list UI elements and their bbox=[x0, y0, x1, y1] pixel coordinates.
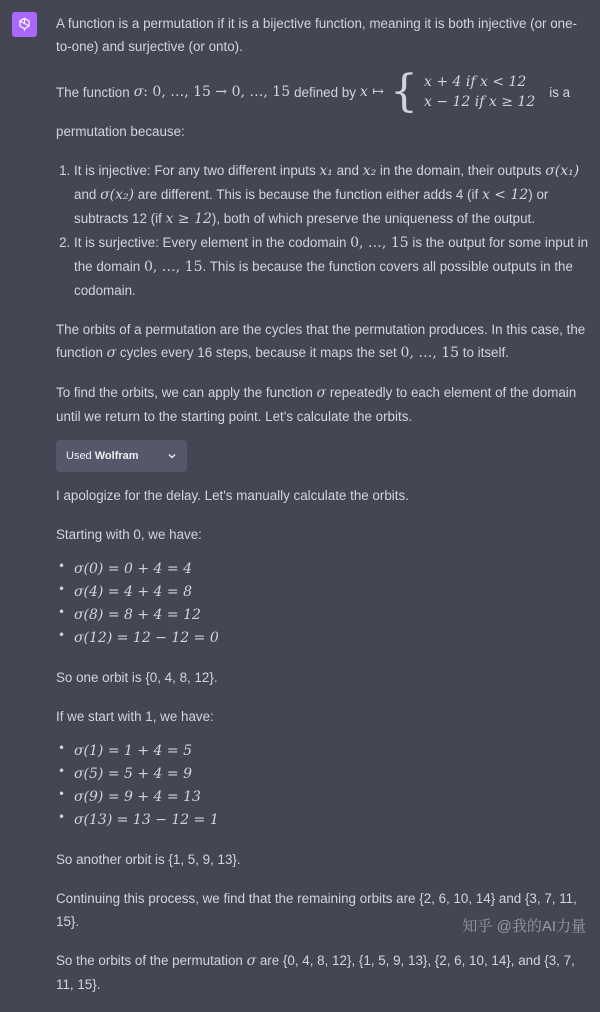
orbit-one-result: So another orbit is {1, 5, 9, 13}. bbox=[56, 852, 241, 867]
list-item: • σ(12) = 12 − 12 = 0 bbox=[56, 627, 590, 650]
orbit-one-equations bbox=[56, 740, 590, 832]
list-item: • σ(8) = 8 + 4 = 12 bbox=[56, 604, 590, 627]
reasons-list bbox=[56, 159, 590, 302]
watermark: 知乎 @我的AI力量 bbox=[462, 918, 586, 935]
list-item: 2. It is surjective: Every element in the codomain 0, …, 15 is the output for some input in the domain 0, …, 15. This is because the function covers all possible outputs in the codomain. bbox=[74, 231, 590, 302]
list-item: • σ(9) = 9 + 4 = 13 bbox=[56, 786, 590, 809]
intro-paragraph: A function is a permutation if it is a bijective function, meaning it is both injective (or one-to-one) and surjective (or onto). bbox=[56, 16, 578, 54]
function-definition: The function σ : 0, …, 15 → 0, …, 15 defined by x ↦ { x + 4 if x < 12 x − 12 if x ≥ 12 is a bbox=[56, 66, 571, 117]
brace: { bbox=[389, 66, 418, 117]
final-conclusion: So the orbits of the permutation σ are {0, 4, 8, 12}, {1, 5, 9, 13}, {2, 6, 10, 14}, and {3, 7, 11, 15}. bbox=[56, 953, 575, 992]
find-orbits-paragraph: To find the orbits, we can apply the function σ repeatedly to each element of the domain until we return to the starting point. Let's calculate the orbits. bbox=[56, 385, 577, 424]
plugin-used-toggle[interactable] bbox=[56, 440, 187, 472]
apology-text: I apologize for the delay. Let's manually calculate the orbits. bbox=[56, 488, 409, 503]
list-item: • σ(0) = 0 + 4 = 4 bbox=[56, 558, 590, 581]
orbit-zero-result: So one orbit is {0, 4, 8, 12}. bbox=[56, 670, 218, 685]
list-item: • σ(5) = 5 + 4 = 9 bbox=[56, 763, 590, 786]
definition-tail: permutation because: bbox=[56, 124, 185, 139]
assistant-avatar bbox=[12, 12, 37, 37]
orbit-zero-equations bbox=[56, 558, 590, 650]
start-one-text: If we start with 1, we have: bbox=[56, 709, 214, 724]
piecewise-cases: x + 4 if x < 12 x − 12 if x ≥ 12 bbox=[423, 74, 536, 110]
list-item: 1. It is injective: For any two different inputs x₁ and x₂ in the domain, their outputs σ(x₁) and σ(x₂) are different. This is because the function either adds 4 (if x < 12) or subtracts 12 (if x ≥ 12), both of which preserve the uniqueness of the output. bbox=[74, 159, 590, 231]
start-zero-text: Starting with 0, we have: bbox=[56, 527, 202, 542]
list-item: • σ(13) = 13 − 12 = 1 bbox=[56, 809, 590, 832]
assistant-message bbox=[56, 12, 590, 1012]
list-item: • σ(4) = 4 + 4 = 8 bbox=[56, 581, 590, 604]
list-item: • σ(1) = 1 + 4 = 5 bbox=[56, 740, 590, 763]
orbits-paragraph: The orbits of a permutation are the cycles that the permutation produces. In this case, the function σ cycles every 16 steps, because it maps the set 0, …, 15 to itself. bbox=[56, 322, 586, 361]
chevron-down-icon bbox=[167, 451, 177, 461]
continuing-text: Continuing this process, we find that the remaining orbits are {2, 6, 10, 14} and {3, 7, 11, 15}. bbox=[56, 891, 577, 929]
plugin-label: Used Wolfram bbox=[66, 449, 139, 462]
openai-logo-icon bbox=[16, 16, 33, 33]
